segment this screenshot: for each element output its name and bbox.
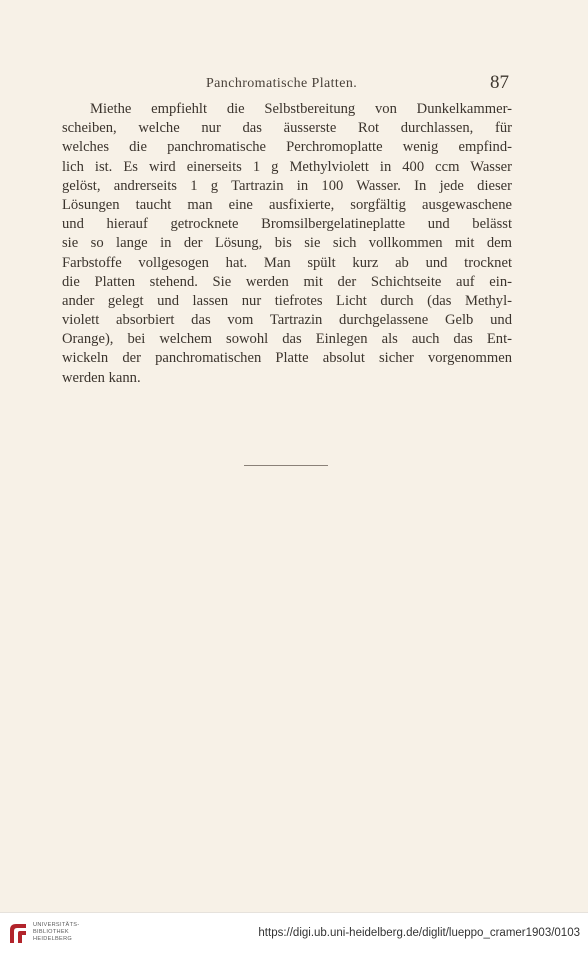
text-line: wickeln der panchromatischen Platte absolut sicher vorgenommen bbox=[62, 350, 512, 367]
library-name-line: BIBLIOTHEK bbox=[33, 928, 69, 935]
text-line: Orange), bei welchem sowohl das Einlegen als auch das Ent- bbox=[62, 331, 512, 348]
body-paragraph bbox=[62, 100, 512, 388]
source-url-link[interactable]: https://digi.ub.uni-heidelberg.de/diglit/lueppo_cramer1903/0103 bbox=[258, 927, 580, 939]
text-line: und hierauf getrocknete Bromsilbergelatineplatte und belässt bbox=[62, 216, 512, 233]
text-line: scheiben, welche nur das äusserste Rot durchlassen, für bbox=[62, 120, 512, 137]
text-line: Farbstoffe vollgesogen hat. Man spült kurz ab und trocknet bbox=[62, 254, 512, 271]
text-line: ander gelegt und lassen nur tiefrotes Licht durch (das Methyl- bbox=[62, 292, 512, 309]
text-line: violett absorbiert das vom Tartrazin durchgelassene Gelb und bbox=[62, 312, 512, 329]
text-line: werden kann. bbox=[62, 369, 141, 386]
text-line: die Platten stehend. Sie werden mit der Schichtseite auf ein- bbox=[62, 273, 512, 290]
text-line: welches die panchromatische Perchromoplatte wenig empfind- bbox=[62, 139, 512, 156]
text-line: Lösungen taucht man eine ausfixierte, sorgfältig ausgewaschene bbox=[62, 196, 512, 213]
library-name-line: HEIDELBERG bbox=[33, 935, 73, 942]
running-head-title: Panchromatische Platten. bbox=[206, 76, 358, 91]
text-line: lich ist. Es wird einerseits 1 g Methylviolett in 400 ccm Wasser bbox=[62, 158, 512, 175]
text-line: gelöst, andrerseits 1 g Tartrazin in 100 Wasser. In jede dieser bbox=[62, 177, 512, 194]
university-library-logo-icon bbox=[7, 921, 29, 945]
text-line: sie so lange in der Lösung, bis sie sich vollkommen mit dem bbox=[62, 235, 512, 252]
page-number: 87 bbox=[490, 72, 509, 93]
text-line: Miethe empfiehlt die Selbstbereitung von Dunkelkammer- bbox=[90, 101, 512, 117]
running-head bbox=[0, 74, 588, 98]
viewer-footer bbox=[0, 912, 588, 955]
library-name bbox=[33, 922, 79, 942]
library-name-line: UNIVERSITÄTS- bbox=[33, 922, 80, 928]
section-divider bbox=[244, 465, 328, 466]
